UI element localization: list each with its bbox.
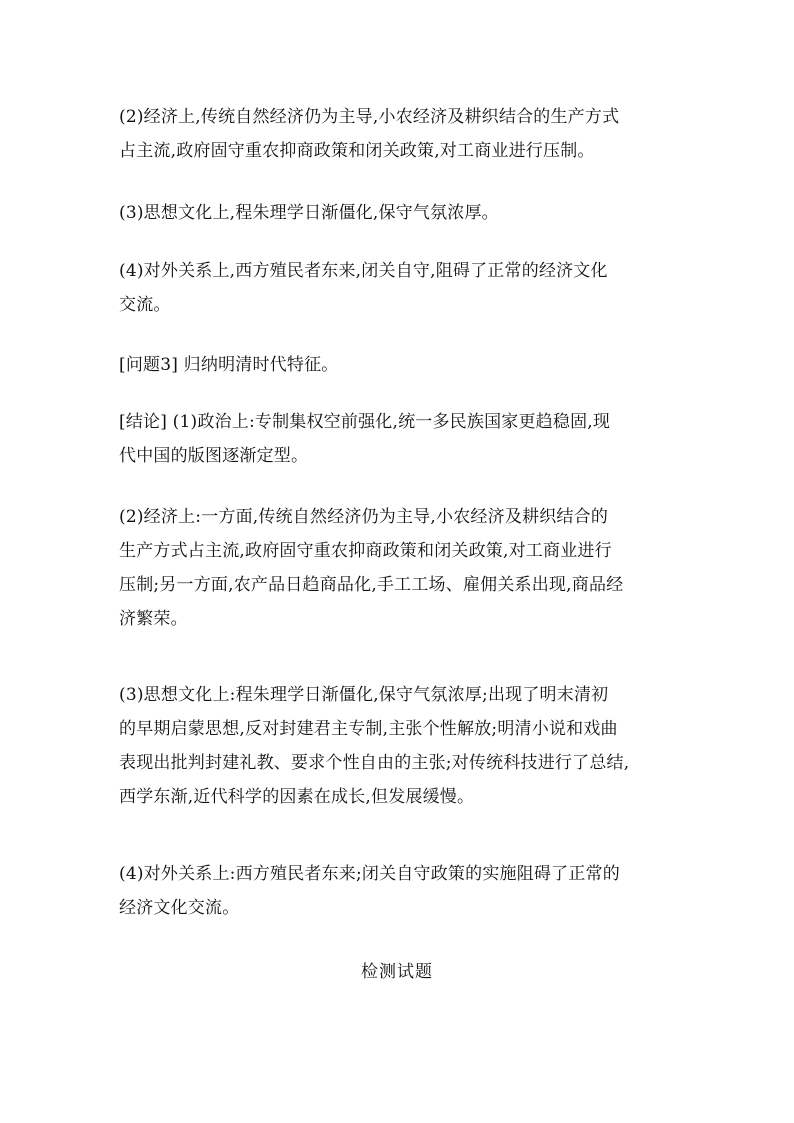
text-line: (3)思想文化上:程朱理学日渐僵化,保守气氛浓厚;出现了明末清初 <box>119 685 609 705</box>
text-line: 压制;另一方面,农产品日趋商品化,手工工场、雇佣关系出现,商品经 <box>119 575 624 595</box>
text-line: (2)经济上,传统自然经济仍为主导,小农经济及耕织结合的生产方式 <box>119 107 620 127</box>
text-line: [问题3] 归纳明清时代特征。 <box>119 355 339 375</box>
text-line: 占主流,政府固守重农抑商政策和闭关政策,对工商业进行压制。 <box>119 141 595 161</box>
text-line: 表现出批判封建礼教、要求个性自由的主张;对传统科技进行了总结, <box>119 753 630 773</box>
paragraph-foreign-1 <box>119 254 679 322</box>
paragraph-conclusion-economy <box>119 500 679 636</box>
paragraph-conclusion-politics <box>119 405 679 473</box>
section-heading: 检测试题 <box>361 962 433 982</box>
paragraph-culture-1 <box>119 196 679 230</box>
text-line: (3)思想文化上,程朱理学日渐僵化,保守气氛浓厚。 <box>119 203 499 223</box>
paragraph-conclusion-culture <box>119 678 679 814</box>
text-line: 济繁荣。 <box>119 609 188 629</box>
text-line: [结论] (1)政治上:专制集权空前强化,统一多民族国家更趋稳固,现 <box>119 412 611 432</box>
text-line: 的早期启蒙思想,反对封建君主专制,主张个性解放;明清小说和戏曲 <box>119 719 618 739</box>
text-line: (4)对外关系上:西方殖民者东来;闭关自守政策的实施阻碍了正常的 <box>119 864 620 884</box>
text-line: 代中国的版图逐渐定型。 <box>119 446 309 466</box>
text-line: 经济文化交流。 <box>119 898 240 918</box>
text-line: 交流。 <box>119 295 171 315</box>
text-line: (4)对外关系上,西方殖民者东来,闭关自守,阻碍了正常的经济文化 <box>119 261 608 281</box>
text-line: 生产方式占主流,政府固守重农抑商政策和闭关政策,对工商业进行 <box>119 541 612 561</box>
paragraph-economy-1 <box>119 100 679 168</box>
paragraph-question-3 <box>119 348 679 382</box>
paragraph-conclusion-foreign <box>119 857 679 925</box>
text-line: (2)经济上:一方面,传统自然经济仍为主导,小农经济及耕织结合的 <box>119 507 609 527</box>
text-line: 西学东渐,近代科学的因素在成长,但发展缓慢。 <box>119 787 475 807</box>
